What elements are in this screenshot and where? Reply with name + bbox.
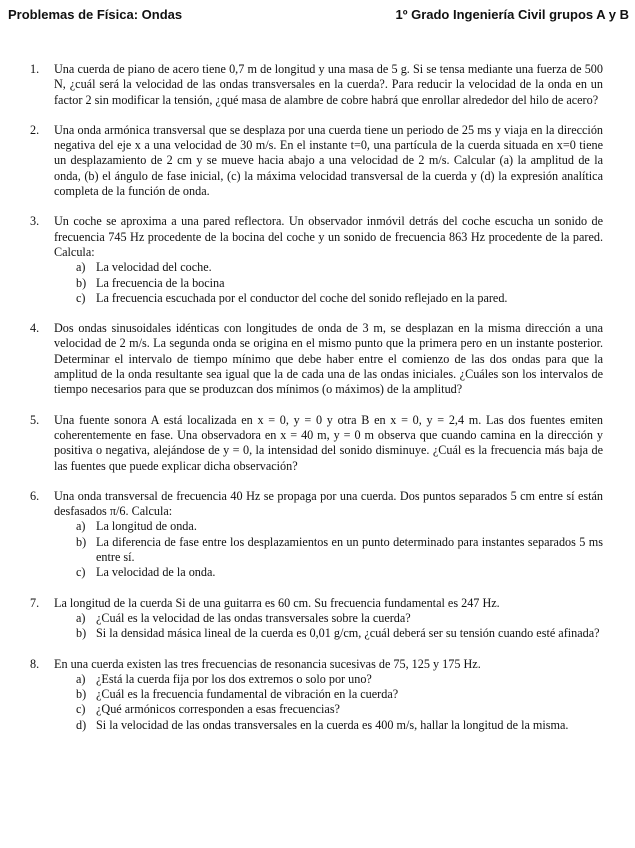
problem-6	[30, 488, 603, 581]
page-header	[8, 7, 629, 27]
sub-question	[76, 275, 603, 291]
sub-label: d)	[76, 717, 87, 732]
problem-2	[30, 122, 603, 199]
sub-text: La frecuencia de la bocina	[96, 275, 225, 290]
problem-number: 1.	[30, 62, 40, 76]
sub-label: a)	[76, 519, 86, 534]
sub-text: Si la densidad másica lineal de la cuerda es 0,01 g/cm, ¿cuál deberá ser su tensión cuando esté afinada?	[96, 626, 600, 641]
sub-question	[76, 626, 603, 641]
problem-7	[30, 595, 603, 642]
sub-label: b)	[76, 687, 87, 702]
sub-text: La velocidad del coche.	[96, 260, 212, 275]
problem-number: 6.	[30, 488, 40, 503]
sub-label: b)	[76, 275, 87, 290]
sub-question	[76, 290, 603, 306]
problem-3	[30, 214, 603, 306]
problem-number: 4.	[30, 321, 40, 336]
sub-label: c)	[76, 702, 86, 717]
problem-text: Una cuerda de piano de acero tiene 0,7 m de longitud y una masa de 5 g. Si se tensa mediante una fuerza de 500 N, ¿cuál será la velocidad de las ondas transversales en la cuerda?. Para reducir la velocidad de la onda en un factor 2 sin modificar la tensión, ¿qué masa de alambre de cobre habrá que enrollar alrededor del hilo de acero?	[54, 62, 603, 107]
sub-label: a)	[76, 260, 86, 275]
problem-number: 7.	[30, 595, 40, 610]
sub-text: Si la velocidad de las ondas transversales en la cuerda es 400 m/s, hallar la longitud de la misma.	[96, 717, 569, 732]
sub-text: La diferencia de fase entre los desplazamientos en un punto determinado para instantes separados 5 ms entre sí.	[96, 534, 603, 565]
sub-text: ¿Cuál es la frecuencia fundamental de vibración en la cuerda?	[96, 687, 399, 702]
problem-1	[30, 62, 603, 108]
problem-8	[30, 656, 603, 733]
sub-label: b)	[76, 534, 87, 549]
problem-text: En una cuerda existen las tres frecuencias de resonancia sucesivas de 75, 125 y 175 Hz.	[54, 656, 481, 671]
sub-question	[76, 671, 603, 687]
sub-label: c)	[76, 565, 86, 580]
problem-text: La longitud de la cuerda Si de una guitarra es 60 cm. Su frecuencia fundamental es 247 Hz.	[54, 595, 500, 610]
header-title: Problemas de Física: Ondas	[8, 7, 183, 22]
sub-text: La longitud de onda.	[96, 519, 197, 534]
sub-question	[76, 534, 603, 566]
problem-list	[0, 62, 635, 748]
problem-text: Una fuente sonora A está localizada en x = 0, y = 0 y otra B en x = 0, y = 2,4 m. Las dos fuentes emiten coherentemente en fase. Una observadora en x = 40 m, y = 0 m observa que cuando camina en la dirección y positiva o negativa, alejándose de y = 0, la intensidad del sonido disminuye. ¿Cuál es la frecuencia más baja de las fuentes que puede explicar dicha observación?	[54, 412, 603, 473]
sub-question	[76, 519, 603, 534]
sub-question	[76, 610, 603, 626]
problem-text: Un coche se aproxima a una pared reflectora. Un observador inmóvil detrás del coche escucha un sonido de frecuencia 745 Hz procedente de la bocina del coche y un sonido de frecuencia 863 Hz procedente de la pared. Calcula:	[54, 214, 603, 259]
problem-number: 3.	[30, 214, 40, 229]
sub-question	[76, 565, 603, 580]
sub-label: a)	[76, 610, 86, 625]
problem-4	[30, 321, 603, 397]
sub-question	[76, 717, 603, 733]
problem-5	[30, 412, 603, 474]
problem-number: 5.	[30, 412, 40, 427]
problem-text: Una onda transversal de frecuencia 40 Hz se propaga por una cuerda. Dos puntos separados 5 cm entre sí están desfasados π/6. Calcula:	[54, 488, 603, 519]
sub-question	[76, 702, 603, 717]
header-course: 1º Grado Ingeniería Civil grupos A y B	[395, 7, 629, 22]
sub-text: ¿Qué armónicos corresponden a esas frecuencias?	[96, 702, 340, 717]
problem-text: Una onda armónica transversal que se desplaza por una cuerda tiene un periodo de 25 ms y viaja en la dirección negativa del eje x a una velocidad de 30 m/s. En el instante t=0, una partícula de la cuerda situada en x=0 tiene un desplazamiento de 2 cm y se mueve hacia abajo a una velocidad de 2 m/s. Calcular (a) la amplitud de la onda, (b) el ángulo de fase inicial, (c) la máxima velocidad transversal de la cuerda y (d) la expresión analítica completa de la función de onda.	[54, 122, 603, 199]
sub-text: La velocidad de la onda.	[96, 565, 216, 580]
sub-label: c)	[76, 290, 86, 305]
sub-text: ¿Está la cuerda fija por los dos extremos o solo por uno?	[96, 671, 372, 686]
problem-text: Dos ondas sinusoidales idénticas con longitudes de onda de 3 m, se desplazan en la misma dirección a una velocidad de 2 m/s. La segunda onda se origina en el mismo punto que la primera pero en un instante posterior. Determinar el intervalo de tiempo mínimo que debe haber entre el comienzo de las dos ondas para que la amplitud de la onda resultante sea igual que la de cada una de las ondas iniciales. ¿Cuáles son los intervalos de tiempo necesarios para que se produzcan dos mínimos (o máximos) de la amplitud?	[54, 321, 603, 397]
problem-number: 8.	[30, 656, 40, 671]
sub-question	[76, 260, 603, 275]
sub-text: ¿Cuál es la velocidad de las ondas transversales sobre la cuerda?	[96, 610, 411, 625]
problem-number: 2.	[30, 122, 40, 137]
sub-label: b)	[76, 626, 87, 641]
sub-question	[76, 687, 603, 702]
sub-text: La frecuencia escuchada por el conductor del coche del sonido reflejado en la pared.	[96, 290, 508, 305]
sub-label: a)	[76, 671, 86, 686]
